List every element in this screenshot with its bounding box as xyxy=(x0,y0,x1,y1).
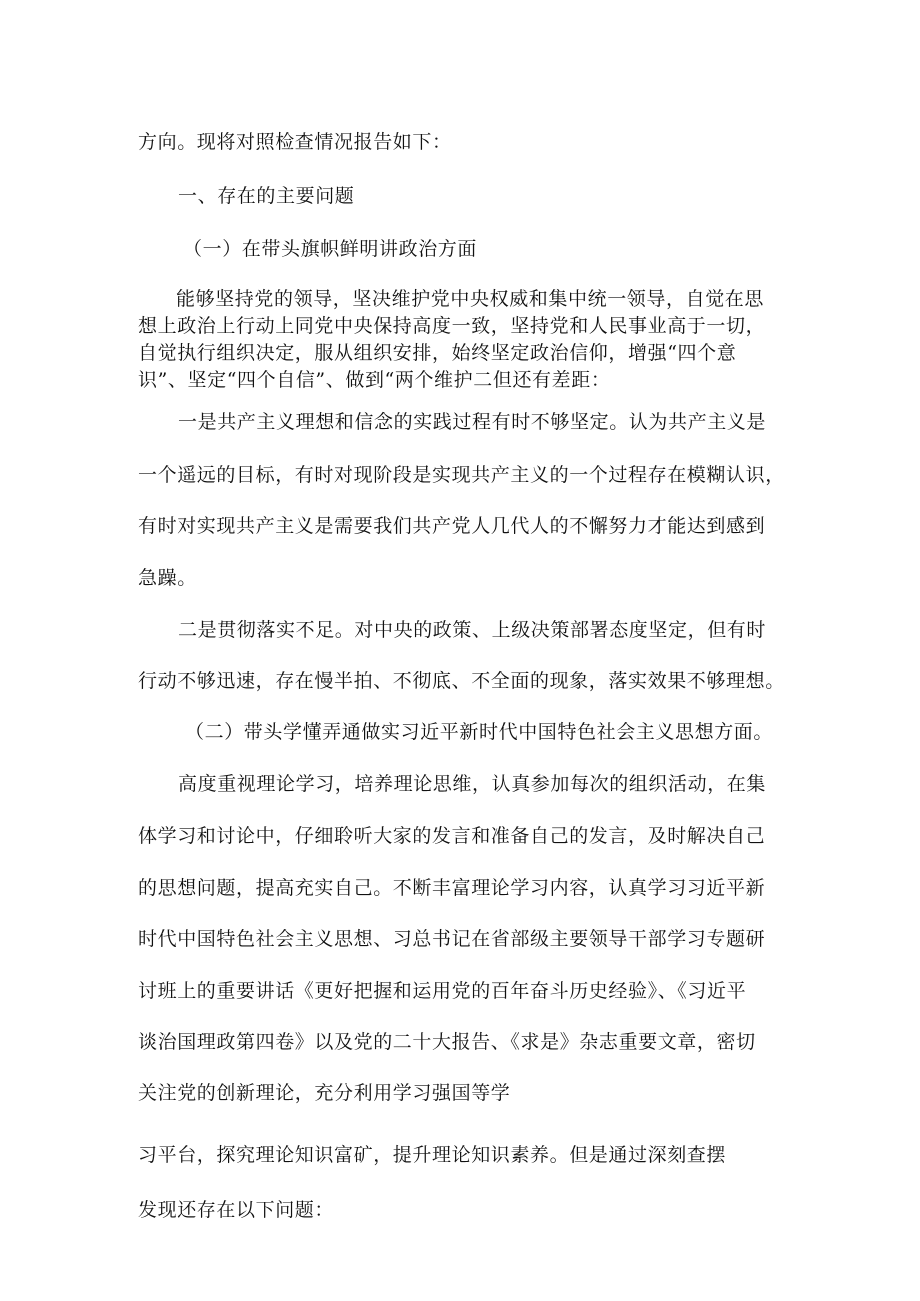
paragraph-2-line-1: 一是共产主义理想和信念的实践过程有时不够坚定。认为共产主义是 xyxy=(178,411,767,433)
paragraph-1-line-3: 自觉执行组织决定，服从组织安排，始终坚定政治信仰，增强“四个意 xyxy=(138,342,737,364)
paragraph-line-continuation: 方向。现将对照检查情况报告如下： xyxy=(138,131,452,153)
paragraph-1 xyxy=(138,286,765,394)
paragraph-3-line-1: 二是贯彻落实不足。对中央的政策、上级决策部署态度坚定，但有时 xyxy=(178,619,767,641)
paragraph-4-line-5: 讨班上的重要讲话《更好把握和运用党的百年奋斗历史经验》、《习近平 xyxy=(138,980,747,1002)
paragraph-1-line-4: 识”、坚定“四个自信”、做到“两个维护二但还有差距： xyxy=(138,369,611,391)
paragraph-5-line-2: 发现还存在以下问题： xyxy=(138,1199,335,1221)
section-heading-1: 一、存在的主要问题 xyxy=(178,185,355,207)
paragraph-4-line-4: 时代中国特色社会主义思想、习总书记在省部级主要领导干部学习专题研 xyxy=(138,928,766,950)
paragraph-4-line-3: 的思想问题，提高充实自己。不断丰富理论学习内容，认真学习习近平新 xyxy=(138,877,766,899)
paragraph-4-line-2: 体学习和讨论中，仔细聆听大家的发言和准备自己的发言，及时解决自己 xyxy=(138,825,766,847)
paragraph-5-line-1: 习平台，探究理论知识富矿，提升理论知识素养。但是通过深刻查摆 xyxy=(138,1144,727,1166)
paragraph-1-line-2: 想上政治上行动上同党中央保持高度一致，坚持党和人民事业高于一切， xyxy=(138,315,766,337)
paragraph-2-line-2: 一个遥远的目标，有时对现阶段是实现共产主义的一个过程存在模糊认识， xyxy=(138,464,785,486)
subsection-heading-1: （一）在带头旗帜鲜明讲政治方面 xyxy=(183,238,478,260)
paragraph-2-line-4: 急躁。 xyxy=(138,567,197,589)
paragraph-1-line-1: 能够坚持党的领导，坚决维护党中央权威和集中统一领导，自觉在思 xyxy=(176,288,765,310)
paragraph-3-line-2: 行动不够迅速，存在慢半拍、不彻底、不全面的现象，落实效果不够理想。 xyxy=(138,670,785,692)
paragraph-4-line-1: 高度重视理论学习，培养理论思维，认真参加每次的组织活动，在集 xyxy=(178,773,767,795)
paragraph-2-line-3: 有时对实现共产主义是需要我们共产党人几代人的不懈努力才能达到感到 xyxy=(138,515,766,537)
paragraph-4-line-7: 关注党的创新理论，充分利用学习强国等学 xyxy=(138,1082,511,1104)
paragraph-4-line-6: 谈治国理政第四卷》以及党的二十大报告、《求是》杂志重要文章，密切 xyxy=(138,1031,756,1053)
subsection-heading-2: （二）带头学懂弄通做实习近平新时代中国特色社会主义思想方面。 xyxy=(185,721,774,743)
